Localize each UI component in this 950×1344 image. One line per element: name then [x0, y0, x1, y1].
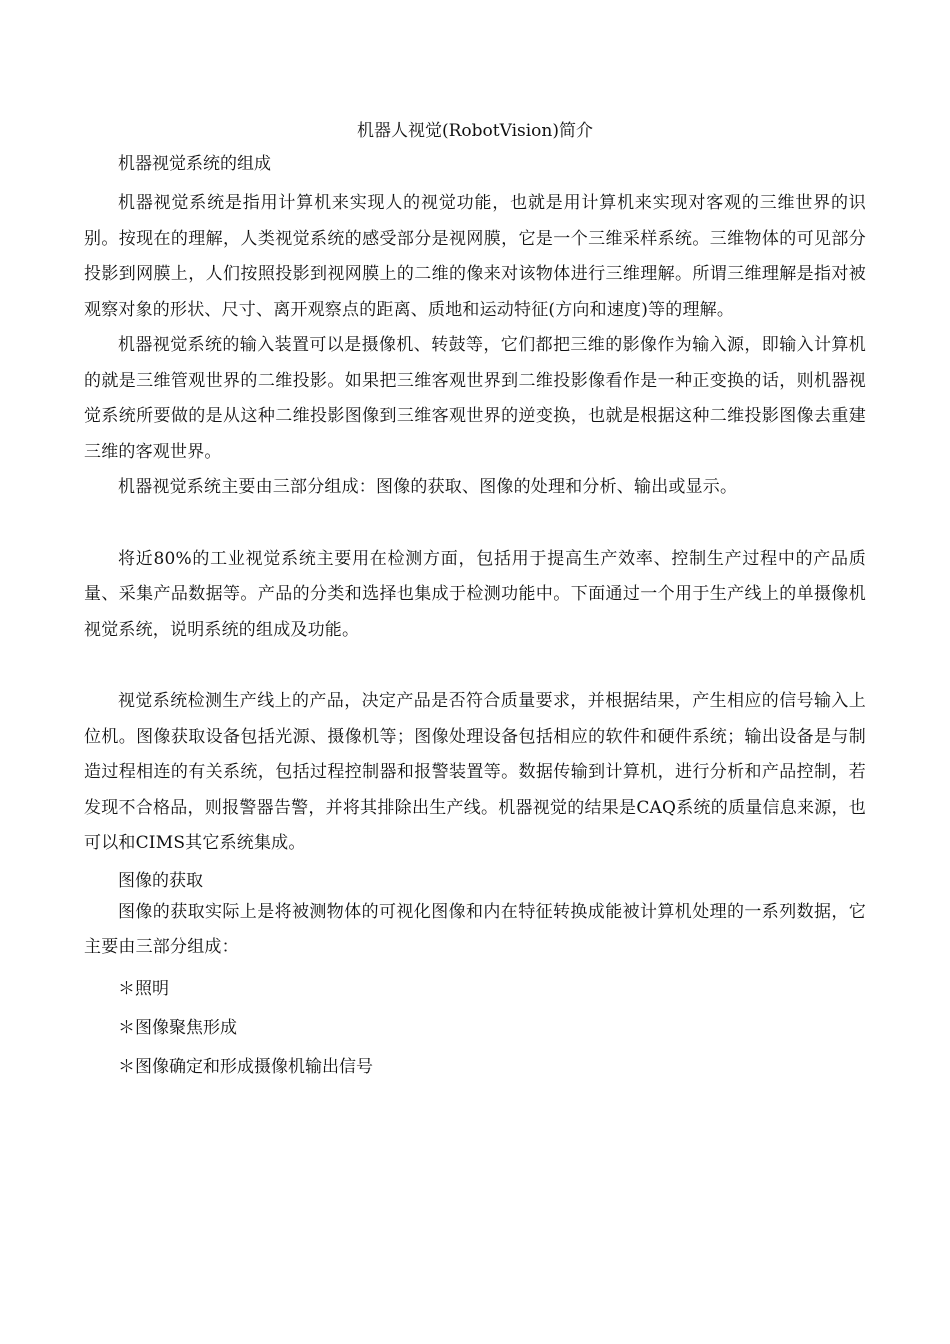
list-item	[84, 1009, 866, 1048]
blank-line	[84, 648, 866, 684]
list-item	[84, 970, 866, 1009]
list-item-text: 照明	[135, 978, 169, 999]
asterisk-bullet-icon: ＊	[118, 1056, 135, 1077]
acquisition-components-list	[84, 970, 866, 1087]
list-item-text: 图像确定和形成摄像机输出信号	[135, 1056, 373, 1077]
asterisk-bullet-icon: ＊	[118, 1017, 135, 1038]
paragraph: 机器视觉系统主要由三部分组成：图像的获取、图像的处理和分析、输出或显示。	[118, 477, 738, 497]
list-item-text: 图像聚焦形成	[135, 1017, 237, 1038]
section-heading-image-acquisition: 图像的获取	[118, 870, 203, 891]
document-body	[84, 117, 866, 1087]
list-item	[84, 1048, 866, 1087]
paragraph: 视觉系统检测生产线上的产品，决定产品是否符合质量要求，并根据结果，产生相应的信号输入上位机。图像获取设备包括光源、摄像机等；图像处理设备包括相应的软件和硬件系统；输出设备是与制造过程相连的有关系统，包括过程控制器和报警装置等。数据传输到计算机，进行分析和产品控制，若发现不合格品，则报警器告警，并将其排除出生产线。机器视觉的结果是CAQ系统的质量信息来源，也可以和CIMS其它系统集成。	[84, 691, 866, 853]
blank-line	[84, 506, 866, 542]
paragraph: 机器视觉系统的输入装置可以是摄像机、转鼓等，它们都把三维的影像作为输入源，即输入计算机的就是三维管观世界的二维投影。如果把三维客观世界到二维投影像看作是一种正变换的话，则机器视觉系统所要做的是从这种二维投影图像到三维客观世界的逆变换，也就是根据这种二维投影图像去重建三维的客观世界。	[84, 335, 866, 462]
document-title: 机器人视觉(RobotVision)简介	[356, 121, 593, 141]
paragraph: 将近80%的工业视觉系统主要用在检测方面，包括用于提高生产效率、控制生产过程中的产品质量、采集产品数据等。产品的分类和选择也集成于检测功能中。下面通过一个用于生产线上的单摄像机视觉系统，说明系统的组成及功能。	[84, 548, 866, 640]
section-heading-composition: 机器视觉系统的组成	[118, 154, 271, 174]
paragraph: 图像的获取实际上是将被测物体的可视化图像和内在特征转换成能被计算机处理的一系列数据，它主要由三部分组成：	[84, 901, 866, 957]
paragraph: 机器视觉系统是指用计算机来实现人的视觉功能，也就是用计算机来实现对客观的三维世界的识别。按现在的理解，人类视觉系统的感受部分是视网膜，它是一个三维采样系统。三维物体的可见部分投影到网膜上，人们按照投影到视网膜上的二维的像来对该物体进行三维理解。所谓三维理解是指对被观察对象的形状、尺寸、离开观察点的距离、质地和运动特征(方向和速度)等的理解。	[84, 193, 866, 320]
asterisk-bullet-icon: ＊	[118, 978, 135, 999]
